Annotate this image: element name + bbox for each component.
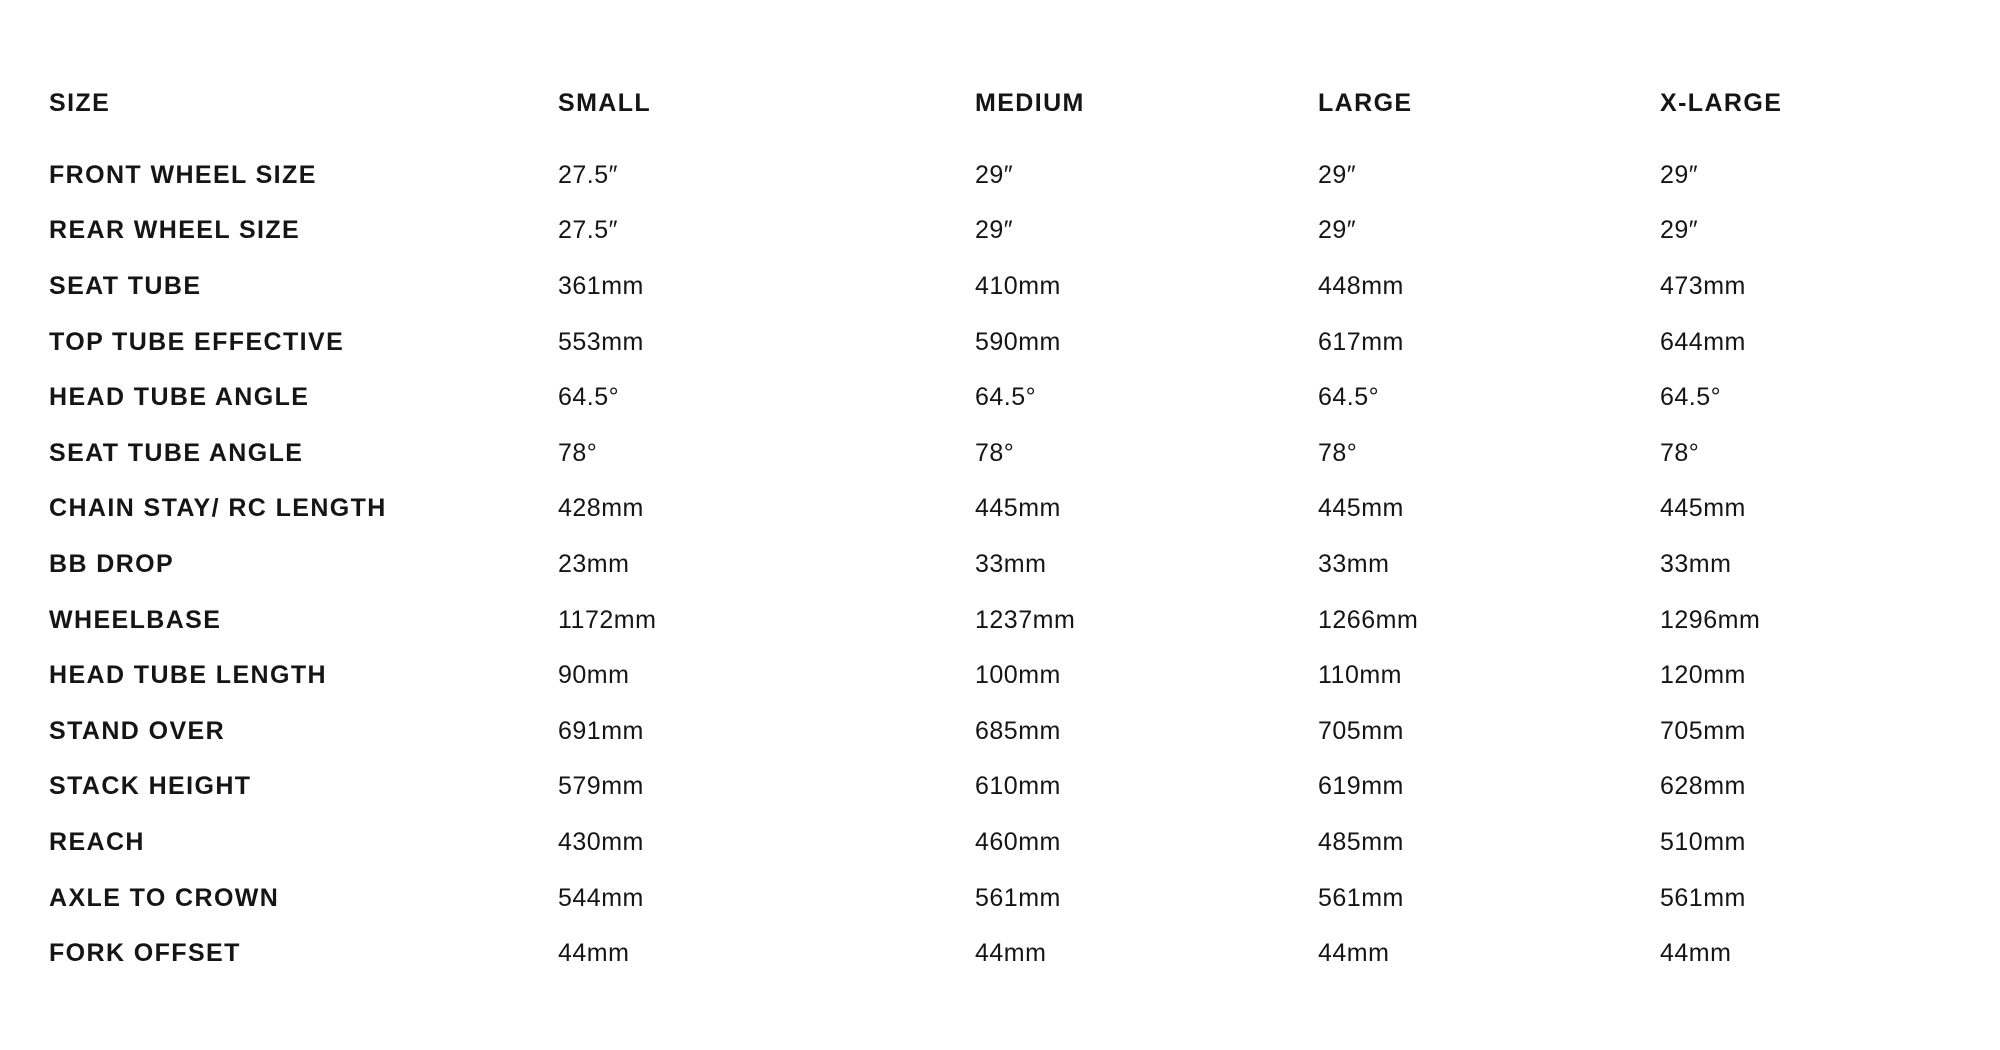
table-row bbox=[49, 815, 1979, 871]
cell-value-large: 29″ bbox=[1318, 160, 1357, 189]
table-row bbox=[49, 426, 1979, 482]
row-label: HEAD TUBE LENGTH bbox=[49, 661, 327, 690]
cell-value-x-large: 120mm bbox=[1660, 661, 1746, 690]
table-row bbox=[49, 370, 1979, 426]
cell-value-small: 430mm bbox=[558, 828, 644, 857]
cell-value-small: 90mm bbox=[558, 661, 630, 690]
cell-value-x-large: 29″ bbox=[1660, 216, 1699, 245]
row-label: AXLE TO CROWN bbox=[49, 883, 280, 912]
row-label: WHEELBASE bbox=[49, 605, 222, 634]
cell-value-medium: 78° bbox=[975, 438, 1015, 467]
cell-value-large: 485mm bbox=[1318, 828, 1404, 857]
column-header-large: LARGE bbox=[1318, 89, 1413, 118]
cell-value-large: 1266mm bbox=[1318, 605, 1419, 634]
table-row bbox=[49, 648, 1979, 704]
cell-value-small: 428mm bbox=[558, 494, 644, 523]
cell-value-medium: 44mm bbox=[975, 939, 1047, 968]
cell-value-medium: 1237mm bbox=[975, 605, 1076, 634]
cell-value-x-large: 473mm bbox=[1660, 272, 1746, 301]
table-row bbox=[49, 314, 1979, 370]
cell-value-medium: 33mm bbox=[975, 550, 1047, 579]
cell-value-medium: 29″ bbox=[975, 160, 1014, 189]
cell-value-medium: 29″ bbox=[975, 216, 1014, 245]
row-label: STAND OVER bbox=[49, 716, 226, 745]
cell-value-small: 1172mm bbox=[558, 605, 657, 634]
cell-value-large: 705mm bbox=[1318, 716, 1404, 745]
cell-value-large: 619mm bbox=[1318, 772, 1404, 801]
cell-value-x-large: 705mm bbox=[1660, 716, 1746, 745]
cell-value-x-large: 445mm bbox=[1660, 494, 1746, 523]
cell-value-medium: 561mm bbox=[975, 883, 1061, 912]
cell-value-medium: 100mm bbox=[975, 661, 1061, 690]
row-label: REACH bbox=[49, 828, 145, 857]
table-row bbox=[49, 259, 1979, 315]
cell-value-medium: 460mm bbox=[975, 828, 1061, 857]
table-row bbox=[49, 870, 1979, 926]
cell-value-small: 553mm bbox=[558, 327, 644, 356]
cell-value-large: 448mm bbox=[1318, 272, 1404, 301]
cell-value-medium: 590mm bbox=[975, 327, 1061, 356]
cell-value-small: 27.5″ bbox=[558, 160, 619, 189]
cell-value-x-large: 644mm bbox=[1660, 327, 1746, 356]
cell-value-medium: 685mm bbox=[975, 716, 1061, 745]
row-label: SEAT TUBE ANGLE bbox=[49, 438, 304, 467]
cell-value-medium: 410mm bbox=[975, 272, 1061, 301]
table-row bbox=[49, 592, 1979, 648]
table-row bbox=[49, 481, 1979, 537]
row-label: STACK HEIGHT bbox=[49, 772, 252, 801]
row-label: SEAT TUBE bbox=[49, 272, 202, 301]
cell-value-small: 64.5° bbox=[558, 383, 620, 412]
geometry-size-table bbox=[49, 76, 1979, 982]
row-label: BB DROP bbox=[49, 550, 175, 579]
cell-value-large: 617mm bbox=[1318, 327, 1404, 356]
column-header-size: SIZE bbox=[49, 89, 111, 118]
cell-value-x-large: 510mm bbox=[1660, 828, 1746, 857]
table-row bbox=[49, 704, 1979, 760]
cell-value-medium: 610mm bbox=[975, 772, 1061, 801]
table-row bbox=[49, 759, 1979, 815]
cell-value-x-large: 33mm bbox=[1660, 550, 1732, 579]
cell-value-medium: 445mm bbox=[975, 494, 1061, 523]
cell-value-large: 29″ bbox=[1318, 216, 1357, 245]
row-label: FORK OFFSET bbox=[49, 939, 241, 968]
table-row bbox=[49, 148, 1979, 204]
cell-value-x-large: 561mm bbox=[1660, 883, 1746, 912]
cell-value-large: 78° bbox=[1318, 438, 1358, 467]
table-row bbox=[49, 203, 1979, 259]
cell-value-small: 27.5″ bbox=[558, 216, 619, 245]
column-header-medium: MEDIUM bbox=[975, 89, 1085, 118]
cell-value-large: 445mm bbox=[1318, 494, 1404, 523]
cell-value-small: 78° bbox=[558, 438, 598, 467]
table-header-row bbox=[49, 76, 1979, 132]
cell-value-large: 44mm bbox=[1318, 939, 1390, 968]
row-label: REAR WHEEL SIZE bbox=[49, 216, 301, 245]
cell-value-small: 691mm bbox=[558, 716, 644, 745]
cell-value-large: 561mm bbox=[1318, 883, 1404, 912]
cell-value-medium: 64.5° bbox=[975, 383, 1037, 412]
cell-value-x-large: 29″ bbox=[1660, 160, 1699, 189]
cell-value-large: 33mm bbox=[1318, 550, 1390, 579]
cell-value-large: 64.5° bbox=[1318, 383, 1380, 412]
cell-value-small: 544mm bbox=[558, 883, 644, 912]
cell-value-x-large: 64.5° bbox=[1660, 383, 1722, 412]
cell-value-small: 361mm bbox=[558, 272, 644, 301]
table-body bbox=[49, 148, 1979, 982]
row-label: FRONT WHEEL SIZE bbox=[49, 160, 317, 189]
table-row bbox=[49, 926, 1979, 982]
table-row bbox=[49, 537, 1979, 593]
column-header-small: SMALL bbox=[558, 89, 652, 118]
cell-value-x-large: 628mm bbox=[1660, 772, 1746, 801]
row-label: HEAD TUBE ANGLE bbox=[49, 383, 310, 412]
cell-value-small: 23mm bbox=[558, 550, 630, 579]
cell-value-x-large: 78° bbox=[1660, 438, 1700, 467]
column-header-x-large: X-LARGE bbox=[1660, 89, 1783, 118]
cell-value-x-large: 1296mm bbox=[1660, 605, 1761, 634]
cell-value-small: 579mm bbox=[558, 772, 644, 801]
cell-value-large: 110mm bbox=[1318, 661, 1403, 690]
cell-value-x-large: 44mm bbox=[1660, 939, 1732, 968]
cell-value-small: 44mm bbox=[558, 939, 630, 968]
row-label: TOP TUBE EFFECTIVE bbox=[49, 327, 345, 356]
row-label: CHAIN STAY/ RC LENGTH bbox=[49, 494, 387, 523]
